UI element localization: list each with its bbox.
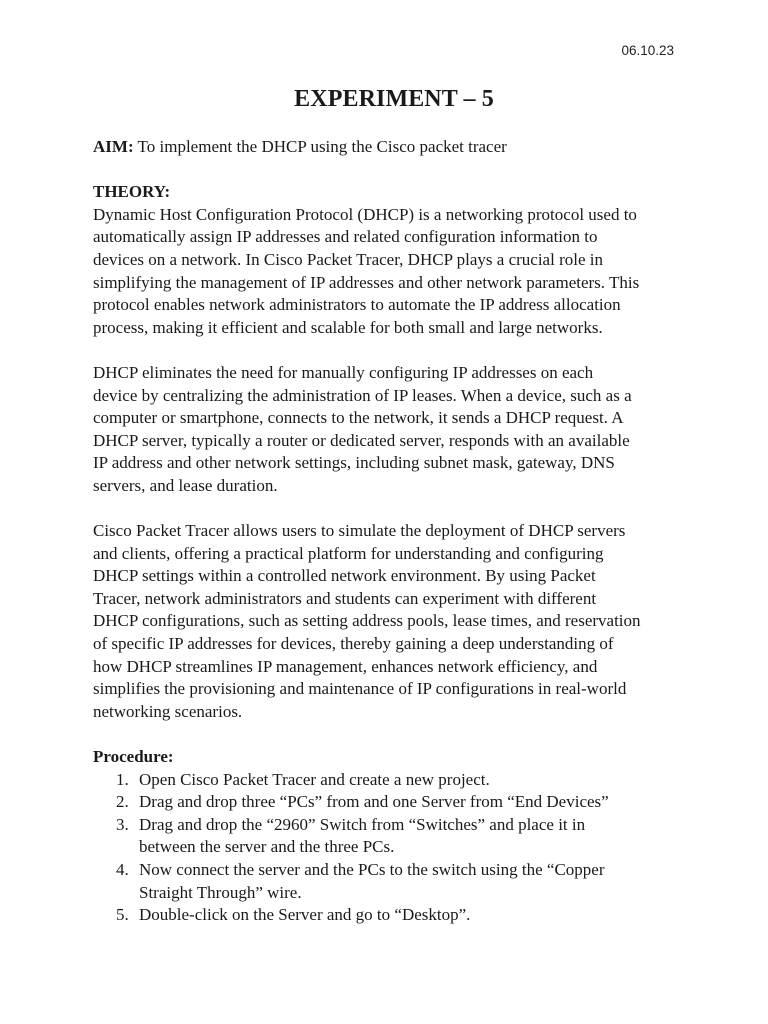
theory-paragraph-line: servers, and lease duration. bbox=[93, 475, 278, 495]
procedure-step bbox=[93, 904, 687, 927]
theory-paragraph-line: DHCP eliminates the need for manually configuring IP addresses on each bbox=[93, 362, 594, 382]
theory-paragraph-line: networking scenarios. bbox=[93, 701, 243, 721]
theory-paragraph-line: and clients, offering a practical platform for understanding and configuring bbox=[93, 543, 604, 563]
theory-paragraph-line: DHCP settings within a controlled network environment. By using Packet bbox=[93, 566, 596, 586]
aim-statement bbox=[93, 136, 687, 159]
procedure-step bbox=[93, 814, 687, 859]
theory-paragraph-line: Tracer, network administrators and students can experiment with different bbox=[93, 588, 597, 608]
step-text: Straight Through” wire. bbox=[139, 882, 302, 902]
procedure-step bbox=[93, 769, 687, 792]
procedure-heading: Procedure: bbox=[93, 747, 174, 767]
step-text: Open Cisco Packet Tracer and create a new project. bbox=[139, 769, 490, 789]
theory-paragraph-line: devices on a network. In Cisco Packet Tracer, DHCP plays a crucial role in bbox=[93, 249, 603, 269]
theory-paragraph-line: IP address and other network settings, including subnet mask, gateway, DNS bbox=[93, 453, 615, 473]
step-text: Drag and drop the “2960” Switch from “Switches” and place it in bbox=[139, 814, 586, 834]
theory-paragraph-line: device by centralizing the administration of IP leases. When a device, such as a bbox=[93, 385, 632, 405]
theory-paragraph-3 bbox=[93, 520, 687, 723]
theory-paragraph-line: Dynamic Host Configuration Protocol (DHCP) is a networking protocol used to bbox=[93, 204, 637, 224]
step-number: 4. bbox=[116, 860, 129, 879]
aim-text: To implement the DHCP using the Cisco packet tracer bbox=[133, 137, 507, 156]
document-date: 06.10.23 bbox=[621, 43, 674, 58]
theory-paragraph-line: DHCP configurations, such as setting address pools, lease times, and reservation bbox=[93, 611, 641, 631]
theory-paragraph-line: Cisco Packet Tracer allows users to simulate the deployment of DHCP servers bbox=[93, 521, 626, 541]
theory-paragraph-line: of specific IP addresses for devices, thereby gaining a deep understanding of bbox=[93, 634, 614, 654]
theory-paragraph-line: how DHCP streamlines IP management, enhances network efficiency, and bbox=[93, 656, 598, 676]
step-number: 3. bbox=[116, 814, 129, 834]
aim-label: AIM: bbox=[93, 137, 134, 156]
theory-heading: THEORY: bbox=[93, 182, 171, 202]
theory-paragraph-2 bbox=[93, 362, 687, 498]
step-text: between the server and the three PCs. bbox=[139, 837, 395, 857]
theory-paragraph-line: process, making it efficient and scalable for both small and large networks. bbox=[93, 317, 603, 337]
theory-paragraph-line: automatically assign IP addresses and related configuration information to bbox=[93, 227, 598, 247]
theory-paragraph-line: protocol enables network administrators to automate the IP address allocation bbox=[93, 295, 621, 315]
experiment-title: EXPERIMENT – 5 bbox=[294, 86, 494, 112]
theory-paragraph-line: simplifies the provisioning and maintenance of IP configurations in real-world bbox=[93, 679, 627, 699]
document-body bbox=[93, 84, 687, 927]
procedure-step bbox=[93, 791, 687, 814]
procedure-steps bbox=[93, 769, 687, 927]
theory-section bbox=[93, 204, 687, 724]
step-text: Double-click on the Server and go to “Desktop”. bbox=[139, 905, 471, 925]
theory-paragraph-1 bbox=[93, 204, 687, 340]
step-number: 5. bbox=[116, 905, 129, 925]
step-text: Now connect the server and the PCs to the switch using the “Copper bbox=[139, 860, 605, 879]
theory-paragraph-line: DHCP server, typically a router or dedicated server, responds with an available bbox=[93, 430, 630, 450]
procedure-step bbox=[93, 859, 687, 904]
theory-paragraph-line: computer or smartphone, connects to the network, it sends a DHCP request. A bbox=[93, 408, 624, 428]
step-text: Drag and drop three “PCs” from and one Server from “End Devices” bbox=[139, 792, 609, 812]
step-number: 1. bbox=[116, 769, 129, 789]
theory-paragraph-line: simplifying the management of IP addresses and other network parameters. This bbox=[93, 272, 640, 292]
step-number: 2. bbox=[116, 792, 129, 812]
